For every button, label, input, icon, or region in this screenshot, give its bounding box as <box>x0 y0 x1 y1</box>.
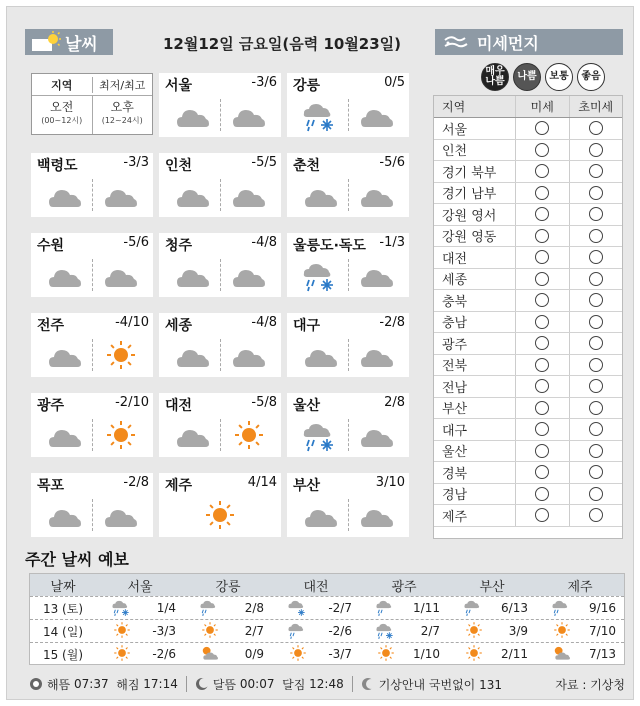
city-name: 강릉 <box>293 78 321 94</box>
dust-table-header <box>434 96 622 118</box>
weather-title: 날씨 <box>65 34 98 55</box>
dust-row <box>434 247 622 269</box>
sun-icon <box>550 620 574 643</box>
city-temp: -2/10 <box>115 395 149 410</box>
weekly-cell <box>448 620 536 643</box>
weekly-cell <box>536 643 624 666</box>
city-temp: -3/3 <box>123 155 149 170</box>
weekly-temp: 7/10 <box>589 624 616 638</box>
cloud-icon <box>301 497 341 533</box>
rain-icon <box>286 620 310 643</box>
sun-cloud-icon <box>198 643 222 666</box>
pm10-indicator <box>535 379 549 393</box>
city-name: 인천 <box>165 158 193 174</box>
dust-region: 울산 <box>434 441 516 462</box>
dust-region: 제주 <box>434 505 516 526</box>
pm10-indicator <box>535 315 549 329</box>
sun-icon <box>110 620 134 643</box>
pm25-indicator <box>589 444 603 458</box>
weekly-temp: 1/11 <box>413 601 440 615</box>
weekly-temp: -2/6 <box>328 624 352 638</box>
sun-icon <box>110 643 134 666</box>
cloud-icon <box>45 177 85 213</box>
moonset-time: 12:48 <box>309 677 344 691</box>
city-card <box>287 73 409 137</box>
weekly-cell <box>184 620 272 643</box>
dust-region: 세종 <box>434 269 516 290</box>
legend-box <box>31 73 153 135</box>
moon-icon <box>195 677 209 691</box>
sun-icon <box>101 417 141 453</box>
weekly-col-city: 강릉 <box>215 579 241 595</box>
pm25-indicator <box>589 508 603 522</box>
dust-row <box>434 140 622 162</box>
weather-page <box>6 6 634 700</box>
snow-rain-icon <box>301 97 341 133</box>
weekly-col-city: 광주 <box>391 579 417 595</box>
dust-row <box>434 398 622 420</box>
dust-region: 경남 <box>434 484 516 505</box>
city-card <box>31 233 153 297</box>
dust-row <box>434 505 622 527</box>
weekly-temp: -3/3 <box>152 624 176 638</box>
city-temp: -2/8 <box>123 475 149 490</box>
weekly-cell <box>272 643 360 666</box>
sunrise-time: 07:37 <box>74 677 109 691</box>
dust-row <box>434 419 622 441</box>
weekly-cell <box>448 597 536 620</box>
dust-region: 충남 <box>434 312 516 333</box>
pm10-indicator <box>535 207 549 221</box>
rain-icon <box>550 597 574 620</box>
cloud-icon <box>301 177 341 213</box>
cloud-icon <box>357 497 397 533</box>
cloud-icon <box>301 337 341 373</box>
weekly-temp: 9/16 <box>589 601 616 615</box>
pm25-indicator <box>589 272 603 286</box>
pm10-indicator <box>535 293 549 307</box>
city-temp: -4/10 <box>115 315 149 330</box>
weekly-date: 13 (토) <box>42 601 84 616</box>
pm10-indicator <box>535 465 549 479</box>
city-name: 세종 <box>165 318 193 334</box>
moonrise-label: 달뜸 <box>212 677 237 692</box>
pm25-indicator <box>589 422 603 436</box>
dust-legend <box>481 63 605 91</box>
sun-icon <box>286 643 310 666</box>
city-temp: -2/8 <box>379 315 405 330</box>
city-name: 대구 <box>293 318 321 334</box>
pm25-indicator <box>589 465 603 479</box>
weekly-temp: 3/9 <box>508 624 528 638</box>
city-name: 서울 <box>165 78 193 94</box>
weekly-row <box>30 596 624 619</box>
sun-cloud-icon <box>550 643 574 666</box>
city-card <box>31 153 153 217</box>
weekly-col-city: 부산 <box>479 579 505 595</box>
cloud-icon <box>101 257 141 293</box>
city-card <box>287 233 409 297</box>
dust-legend-good: 좋음 <box>577 63 605 91</box>
pm25-indicator <box>589 143 603 157</box>
city-name: 대전 <box>165 398 193 414</box>
weekly-cell <box>360 597 448 620</box>
city-name: 울산 <box>293 398 321 414</box>
sun-cloud-icon <box>31 31 61 53</box>
pm10-indicator <box>535 143 549 157</box>
weekly-cell <box>184 643 272 666</box>
dust-row <box>434 290 622 312</box>
city-card <box>159 393 281 457</box>
dust-row <box>434 183 622 205</box>
dust-region: 부산 <box>434 398 516 419</box>
city-temp: -5/6 <box>123 235 149 250</box>
city-card <box>159 233 281 297</box>
snow-rain-icon <box>301 257 341 293</box>
city-temp: 4/14 <box>247 475 277 490</box>
weekly-temp: 2/7 <box>244 624 264 638</box>
sun-icon <box>374 643 398 666</box>
snow-rain-icon <box>110 597 134 620</box>
pm10-indicator <box>535 164 549 178</box>
dust-header <box>435 29 623 55</box>
dust-row <box>434 118 622 140</box>
city-card <box>159 73 281 137</box>
cloud-icon <box>101 177 141 213</box>
pm25-indicator <box>589 186 603 200</box>
pm10-indicator <box>535 250 549 264</box>
cloud-icon <box>357 97 397 133</box>
city-card <box>31 393 153 457</box>
weekly-temp: 0/9 <box>244 647 264 661</box>
sunset-time: 17:14 <box>143 677 178 691</box>
weekly-table <box>29 573 625 665</box>
legend-minmax: 최저/최고 <box>99 78 146 92</box>
wind-icon <box>443 33 469 51</box>
pm10-indicator <box>535 186 549 200</box>
sun-icon <box>200 497 240 533</box>
cloud-icon <box>229 177 269 213</box>
pm25-indicator <box>589 293 603 307</box>
city-name: 광주 <box>37 398 65 414</box>
city-temp: -4/8 <box>251 235 277 250</box>
weekly-cell <box>448 643 536 666</box>
dust-region: 강원 영서 <box>434 204 516 225</box>
rain-icon <box>198 597 222 620</box>
dust-table <box>433 95 623 539</box>
cloud-icon <box>173 337 213 373</box>
pm25-indicator <box>589 379 603 393</box>
pm25-indicator <box>589 336 603 350</box>
dust-region: 대구 <box>434 419 516 440</box>
dust-row <box>434 484 622 506</box>
rain-icon <box>374 597 398 620</box>
weekly-temp: -2/7 <box>328 601 352 615</box>
city-card <box>159 153 281 217</box>
weather-header <box>25 29 113 55</box>
footer <box>29 671 625 697</box>
cloud-icon <box>173 177 213 213</box>
city-name: 목포 <box>37 478 65 494</box>
pm10-indicator <box>535 508 549 522</box>
weekly-cell <box>360 643 448 666</box>
date-label: 12월12일 금요일(음력 10월23일) <box>162 35 402 53</box>
cloud-icon <box>229 97 269 133</box>
city-card <box>159 473 281 537</box>
city-temp: -4/8 <box>251 315 277 330</box>
weekly-row <box>30 619 624 642</box>
dust-row <box>434 376 622 398</box>
pm25-indicator <box>589 315 603 329</box>
pm10-indicator <box>535 121 549 135</box>
weekly-temp: -2/6 <box>152 647 176 661</box>
weekly-temp: 6/13 <box>501 601 528 615</box>
cloud-icon <box>229 257 269 293</box>
weekly-temp: 1/4 <box>156 601 176 615</box>
weekly-temp: 2/7 <box>420 624 440 638</box>
weekly-cell <box>96 643 184 666</box>
legend-pm: 오후 (12~24시) <box>101 100 143 125</box>
weekly-temp: 7/13 <box>589 647 616 661</box>
pm10-indicator <box>535 272 549 286</box>
city-name: 청주 <box>165 238 193 254</box>
pm25-indicator <box>589 250 603 264</box>
weekly-cell <box>536 597 624 620</box>
weekly-temp: 2/8 <box>244 601 264 615</box>
cloud-icon <box>173 97 213 133</box>
weekly-title: 주간 날씨 예보 <box>25 550 129 569</box>
legend-am: 오전 (00~12시) <box>32 96 93 134</box>
source-label: 자료 : 기상청 <box>555 677 625 692</box>
dust-col-pm25: 초미세 <box>578 100 614 114</box>
city-card <box>287 313 409 377</box>
city-temp: -3/6 <box>251 75 277 90</box>
moon-phase-icon <box>361 677 375 691</box>
sunset-label: 해짐 <box>116 677 140 692</box>
pm10-indicator <box>535 401 549 415</box>
city-card <box>159 313 281 377</box>
city-name: 전주 <box>37 318 65 334</box>
city-name: 춘천 <box>293 158 321 174</box>
pm25-indicator <box>589 487 603 501</box>
dust-region: 강원 영동 <box>434 226 516 247</box>
cloud-icon <box>357 257 397 293</box>
dust-region: 경기 북부 <box>434 161 516 182</box>
sunrise-label: 해뜸 <box>47 677 71 692</box>
dust-row <box>434 161 622 183</box>
pm25-indicator <box>589 358 603 372</box>
city-temp: 0/5 <box>384 75 405 90</box>
dust-region: 인천 <box>434 140 516 161</box>
dust-row <box>434 226 622 248</box>
pm25-indicator <box>589 164 603 178</box>
weekly-cell <box>272 620 360 643</box>
cloud-icon <box>101 497 141 533</box>
pm25-indicator <box>589 121 603 135</box>
city-name: 부산 <box>293 478 321 494</box>
weekly-col-city: 제주 <box>567 579 593 595</box>
weekly-cell <box>272 597 360 620</box>
dust-row <box>434 441 622 463</box>
sun-icon <box>198 620 222 643</box>
city-card <box>31 313 153 377</box>
snow-rain-icon <box>374 620 398 643</box>
city-temp: -5/5 <box>251 155 277 170</box>
dust-row <box>434 355 622 377</box>
sun-icon <box>462 643 486 666</box>
dust-region: 대전 <box>434 247 516 268</box>
pm25-indicator <box>589 229 603 243</box>
dust-col-region: 지역 <box>434 96 516 117</box>
city-name: 수원 <box>37 238 65 254</box>
sun-icon <box>229 417 269 453</box>
dust-region: 광주 <box>434 333 516 354</box>
weekly-date: 14 (일) <box>42 624 84 639</box>
city-name: 제주 <box>165 478 193 494</box>
moonrise-time: 00:07 <box>239 677 275 691</box>
dust-legend-normal: 보통 <box>545 63 573 91</box>
weekly-header <box>30 574 624 596</box>
snow-icon <box>286 597 310 620</box>
city-temp: 2/8 <box>384 395 405 410</box>
sun-icon <box>462 620 486 643</box>
city-card <box>31 473 153 537</box>
dust-region: 경기 남부 <box>434 183 516 204</box>
dust-region: 서울 <box>434 118 516 139</box>
legend-region: 지역 <box>32 77 93 93</box>
snow-rain-icon <box>301 417 341 453</box>
info-line: 기상안내 국번없이 131 <box>378 677 502 692</box>
weekly-col-city: 대전 <box>303 579 329 595</box>
weekly-cell <box>184 597 272 620</box>
cloud-icon <box>357 337 397 373</box>
pm10-indicator <box>535 358 549 372</box>
pm10-indicator <box>535 422 549 436</box>
dust-row <box>434 312 622 334</box>
sun-icon <box>101 337 141 373</box>
weekly-row <box>30 642 624 665</box>
weekly-date: 15 (월) <box>42 647 84 662</box>
dust-region: 전남 <box>434 376 516 397</box>
dust-col-pm10: 미세 <box>516 96 570 117</box>
dust-legend-bad: 나쁨 <box>513 63 541 91</box>
cloud-icon <box>45 337 85 373</box>
city-temp: -5/8 <box>251 395 277 410</box>
pm10-indicator <box>535 487 549 501</box>
cloud-icon <box>45 497 85 533</box>
pm25-indicator <box>589 401 603 415</box>
weekly-cell <box>536 620 624 643</box>
city-name: 울릉도·독도 <box>293 238 366 254</box>
weekly-cell <box>96 597 184 620</box>
dust-region: 충북 <box>434 290 516 311</box>
city-temp: -1/3 <box>379 235 405 250</box>
cloud-icon <box>173 257 213 293</box>
cloud-icon <box>357 417 397 453</box>
dust-legend-very-bad: 매우 나쁨 <box>481 63 509 91</box>
pm10-indicator <box>535 336 549 350</box>
city-name: 백령도 <box>37 158 78 174</box>
weekly-temp: -3/7 <box>328 647 352 661</box>
dust-row <box>434 462 622 484</box>
dust-row <box>434 269 622 291</box>
dust-region: 경북 <box>434 462 516 483</box>
cloud-icon <box>45 257 85 293</box>
weekly-col-city: 서울 <box>127 579 153 595</box>
weekly-temp: 1/10 <box>413 647 440 661</box>
weekly-temp: 2/11 <box>501 647 528 661</box>
pm10-indicator <box>535 229 549 243</box>
pm10-indicator <box>535 444 549 458</box>
weekly-col-date: 날짜 <box>50 579 76 595</box>
cloud-icon <box>45 417 85 453</box>
moonset-label: 달짐 <box>282 677 306 692</box>
dust-region: 전북 <box>434 355 516 376</box>
dust-title: 미세먼지 <box>477 33 539 53</box>
cloud-icon <box>229 337 269 373</box>
city-card <box>287 393 409 457</box>
dust-row <box>434 333 622 355</box>
cloud-icon <box>357 177 397 213</box>
cloud-icon <box>173 417 213 453</box>
pm25-indicator <box>589 207 603 221</box>
city-card <box>287 153 409 217</box>
city-card <box>287 473 409 537</box>
city-temp: -5/6 <box>379 155 405 170</box>
dust-row <box>434 204 622 226</box>
city-temp: 3/10 <box>375 475 405 490</box>
weekly-cell <box>360 620 448 643</box>
weekly-cell <box>96 620 184 643</box>
sun-icon <box>29 677 43 691</box>
rain-icon <box>462 597 486 620</box>
